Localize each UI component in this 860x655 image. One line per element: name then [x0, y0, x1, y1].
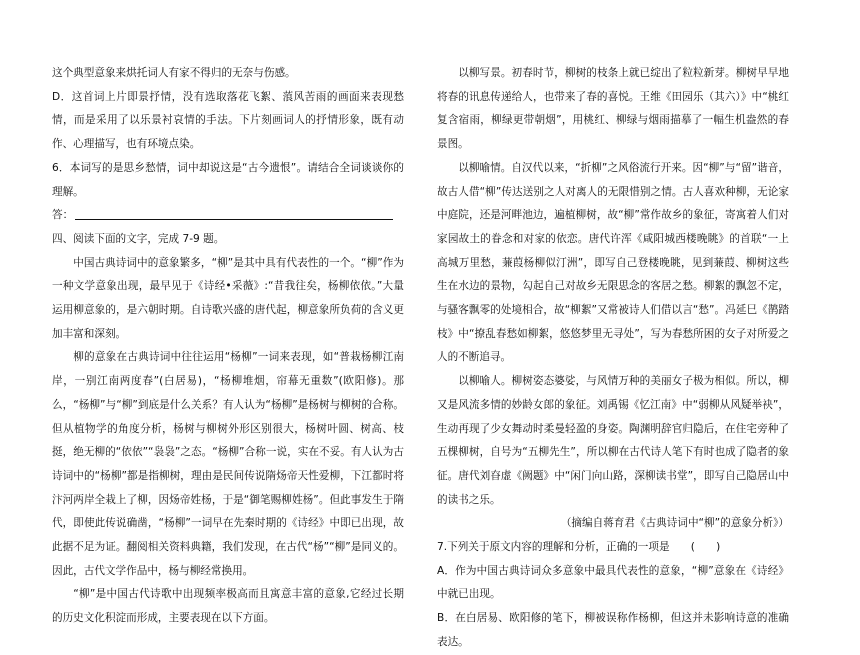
option-a: A．作为中国古典诗词众多意象中最具代表性的意象，“柳”意象在《诗经》中就已出现。: [437, 564, 789, 601]
answer-blank-line[interactable]: [75, 206, 393, 220]
right-column: [437, 62, 789, 655]
passage-paragraph: 中国古典诗词中的意象繁多，“柳”是其中具有代表性的一个。“柳”作为一种文学意象出现，最早见于《诗经•采薇》:“昔我往矣，杨柳依依。”大量运用柳意象的，是六朝时期。自诗歌兴盛的唐代起，柳意象所负荷的含义更加丰富和深刻。: [52, 256, 404, 340]
passage-paragraph: 以柳喻情。自汉代以来，“折柳”之风俗流行开来。因“柳”与“留”谐音，故古人借“柳”传达送别之人对离人的无限惜别之情。古人喜欢种柳，无论家中庭院，还是河畔池边，遍植柳树，故“柳”常作故乡的象征，寄寓着人们对家园故土的眷念和对家的依恋。唐代许浑《咸阳城西楼晚眺》的首联“一上高城万里愁，蒹葭杨柳似汀洲”，即写自己登楼晚眺，见到蒹葭、柳树这些生在水边的景物，勾起自己对故乡无限思念的客居之愁。柳絮的飘忽不定，与骚客飘零的处境相合，故“柳絮”又常被诗人们借以言“愁”。冯延巳《鹊踏枝》中“撩乱春愁如柳絮，悠悠梦里无寻处”，写为春愁所困的女子对所爱之人的不断追寻。: [437, 161, 789, 364]
answer-row: [52, 204, 404, 228]
question-6: 6．本词写的是思乡愁情，词中却说这是“古今遗恨”。请结合全词谈谈你的理解。: [52, 161, 404, 198]
answer-label: 答：: [52, 209, 74, 222]
text-paragraph: 这个典型意象来烘托词人有家不得归的无奈与伤感。: [52, 67, 296, 79]
section-heading: 四、阅读下面的文字，完成 7-9 题。: [52, 232, 225, 245]
passage-paragraph: 以柳喻人。柳树姿态婆娑，与风情万种的美丽女子极为相似。所以，柳又是风流多情的妙龄女郎的象征。刘禹锡《忆江南》中“弱柳从风疑举袂”，生动再现了少女舞动时柔曼轻盈的身姿。陶渊明辞官归隐后，在住宅旁种了五棵柳树，自号为“五柳先生”，所以柳在古代诗人笔下有时也成了隐者的象征。唐代刘昚虚《阙题》中“闲门向山路，深柳读书堂”，即写自己隐居山中的读书之乐。: [437, 375, 789, 506]
source-citation: （摘编自蒋育君《古典诗词中“柳”的意象分析》）: [560, 517, 789, 530]
passage-paragraph: 以柳写景。初春时节，柳树的枝条上就已绽出了粒粒新芽。柳树早早地将春的讯息传递给人，也带来了春的喜悦。王维《田园乐（其六）》中“桃红复含宿雨，柳绿更带朝烟”，用桃红、柳绿与烟雨描摹了一幅生机盎然的春景图。: [437, 67, 789, 151]
passage-paragraph: “柳”是中国古代诗歌中出现频率极高而且寓意丰富的意象,它经过长期的历史文化积淀而形成，主要表现在以下方面。: [52, 588, 404, 625]
question-7: 7.下列关于原文内容的理解和分析，正确的一项是 ( ): [437, 541, 721, 554]
option-b: B．在白居易、欧阳修的笔下，柳被误称作杨柳，但这并未影响诗意的准确表达。: [437, 612, 789, 648]
passage-paragraph: 柳的意象在古典诗词中往往运用“杨柳”一词来表现，如“普栽杨柳江南岸，一别江南两度春”(白居易)，“杨柳堆烟，帘幕无重数”(欧阳修)。那么，“杨柳”与“柳”到底是什么关系？有人认为“杨柳”是杨树与柳树的合称。但从植物学的角度分析，杨树与柳树外形区别很大，杨树叶圆、树高、枝挺，绝无柳的“依依”“袅袅”之态。“杨柳”合称一说，实在不妥。有人认为古诗词中的“杨柳”都是指柳树，理由是民间传说隋炀帝天性爱柳，下江都时将汴河两岸全栽上了柳，因炀帝姓杨，于是“御笔赐柳姓杨”。但此事发生于隋代，即使此传说确凿，“杨柳”一词早在先秦时期的《诗经》中即已出现，故此据不足为证。翻阅相关资料典籍，我们发现，在古代“杨”“柳”是同义的。因此，古代文学作品中，杨与柳经常换用。: [52, 351, 404, 577]
option-d: D．这首词上片即景抒情，没有选取落花飞絮、蒗风苦雨的画面来表现愁情，而是采用了以乐景衬哀情的手法。下片刻画词人的抒情形象，既有动作、心理描写，也有环境点染。: [52, 90, 404, 151]
left-column: [52, 62, 404, 631]
